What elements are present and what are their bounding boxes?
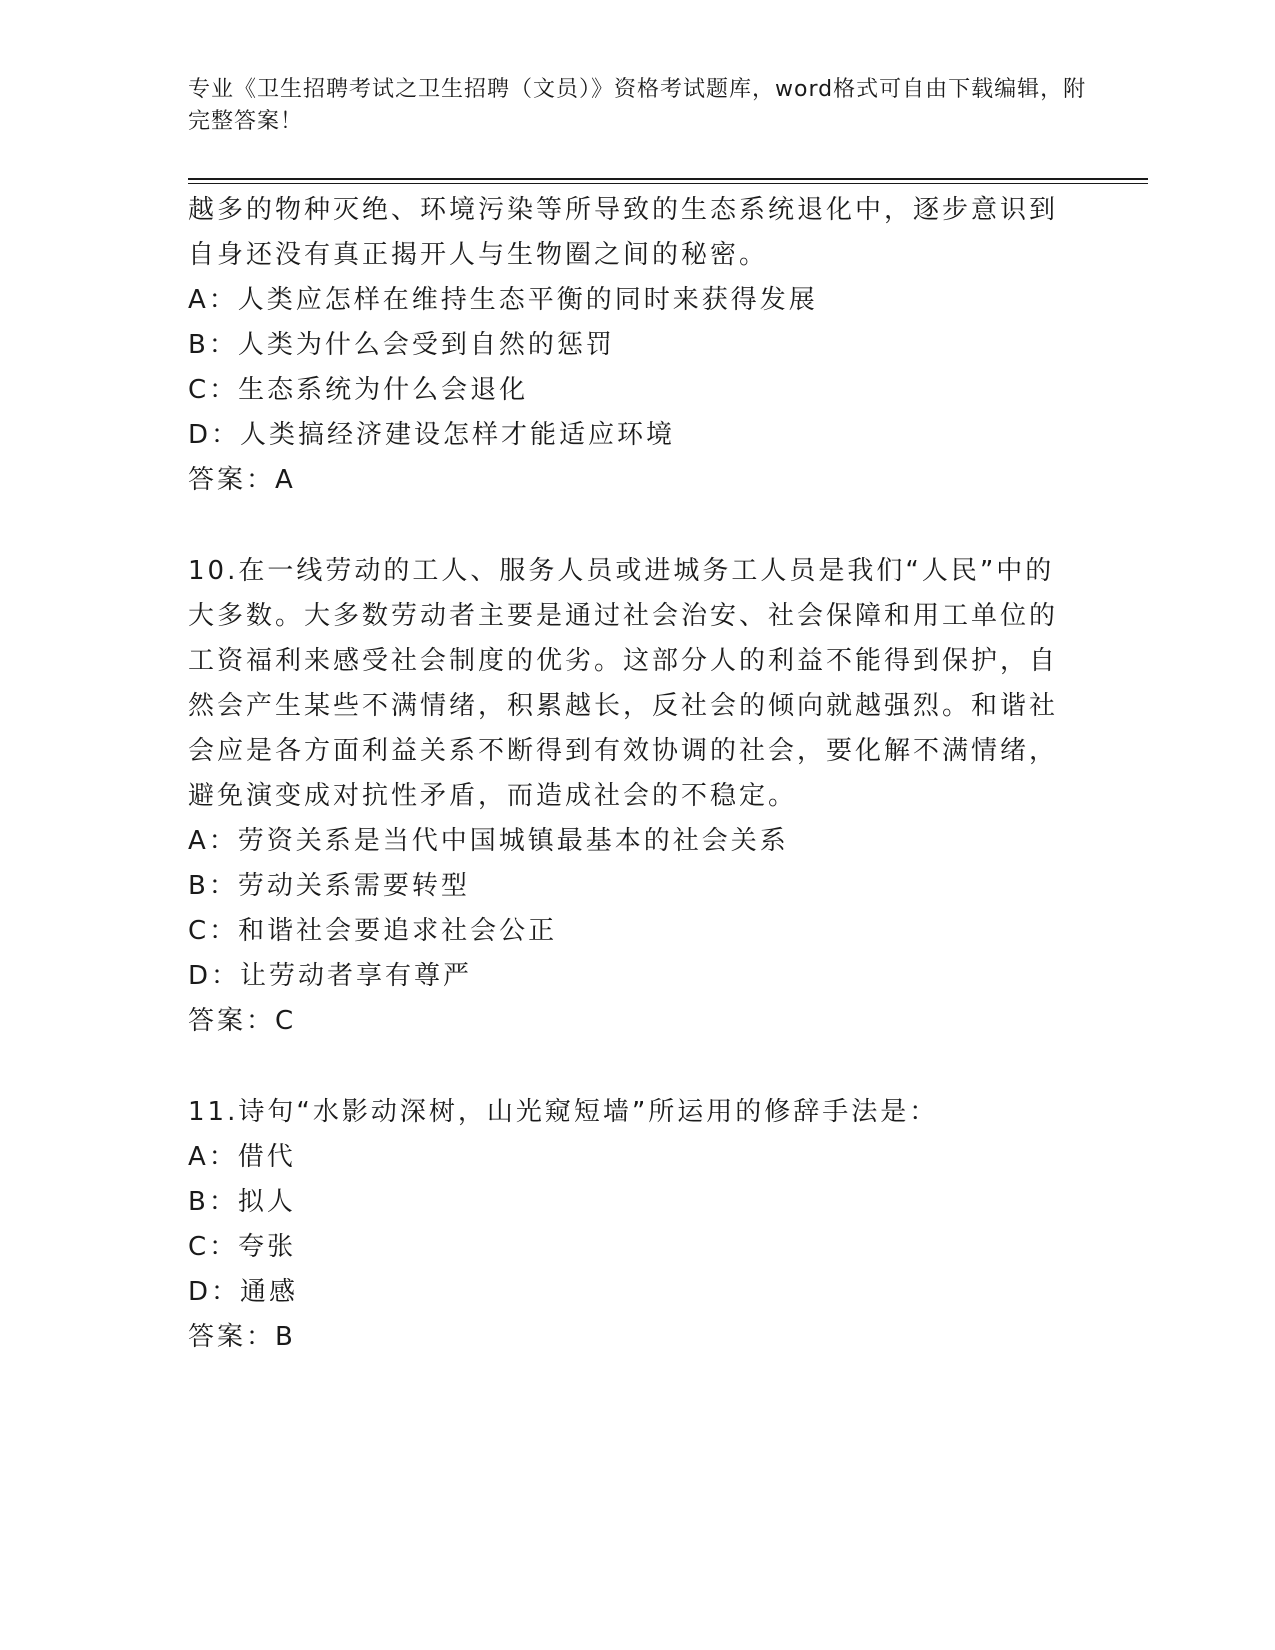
option-d: D：人类搞经济建设怎样才能适应环境 — [188, 420, 676, 450]
option-b: B：拟人 — [188, 1187, 296, 1217]
option-a: A：借代 — [188, 1142, 296, 1172]
question-9 — [188, 188, 1088, 503]
stem-line: 然会产生某些不满情绪，积累越长，反社会的倾向就越强烈。和谐社 — [188, 691, 1059, 721]
question-10 — [188, 549, 1088, 1044]
option-c: C：夸张 — [188, 1232, 297, 1262]
question-stem — [188, 188, 1088, 278]
header-divider-bottom — [188, 183, 1148, 184]
option-a: A：人类应怎样在维持生态平衡的同时来获得发展 — [188, 285, 818, 315]
option-b: B：劳动关系需要转型 — [188, 871, 470, 901]
document-body — [188, 188, 1088, 1360]
header-divider-top — [188, 178, 1148, 180]
question-stem — [188, 1090, 1088, 1135]
answer: 答案：B — [188, 1322, 296, 1352]
question-stem — [188, 549, 1088, 819]
stem-line: 工资福利来感受社会制度的优劣。这部分人的利益不能得到保护，自 — [188, 646, 1059, 676]
stem-line: 自身还没有真正揭开人与生物圈之间的秘密。 — [188, 240, 769, 270]
stem-line: 大多数。大多数劳动者主要是通过社会治安、社会保障和用工单位的 — [188, 601, 1059, 631]
option-d: D：通感 — [188, 1277, 299, 1307]
stem-line: 11.诗句“水影动深树，山光窥短墙”所运用的修辞手法是： — [188, 1097, 939, 1127]
stem-line: 会应是各方面利益关系不断得到有效协调的社会，要化解不满情绪， — [188, 736, 1059, 766]
option-b: B：人类为什么会受到自然的惩罚 — [188, 330, 615, 360]
option-a: A：劳资关系是当代中国城镇最基本的社会关系 — [188, 826, 789, 856]
stem-line: 越多的物种灭绝、环境污染等所导致的生态系统退化中，逐步意识到 — [188, 195, 1059, 225]
answer: 答案：A — [188, 465, 296, 495]
answer: 答案：C — [188, 1006, 297, 1036]
option-d: D：让劳动者享有尊严 — [188, 961, 473, 991]
document-header: 专业《卫生招聘考试之卫生招聘（文员）》资格考试题库，word格式可自由下载编辑，附完整答案！ — [188, 77, 1087, 134]
option-c: C：和谐社会要追求社会公正 — [188, 916, 558, 946]
question-11 — [188, 1090, 1088, 1360]
stem-line: 避免演变成对抗性矛盾，而造成社会的不稳定。 — [188, 781, 798, 811]
option-c: C：生态系统为什么会退化 — [188, 375, 529, 405]
stem-line: 10.在一线劳动的工人、服务人员或进城务工人员是我们“人民”中的 — [188, 556, 1055, 586]
